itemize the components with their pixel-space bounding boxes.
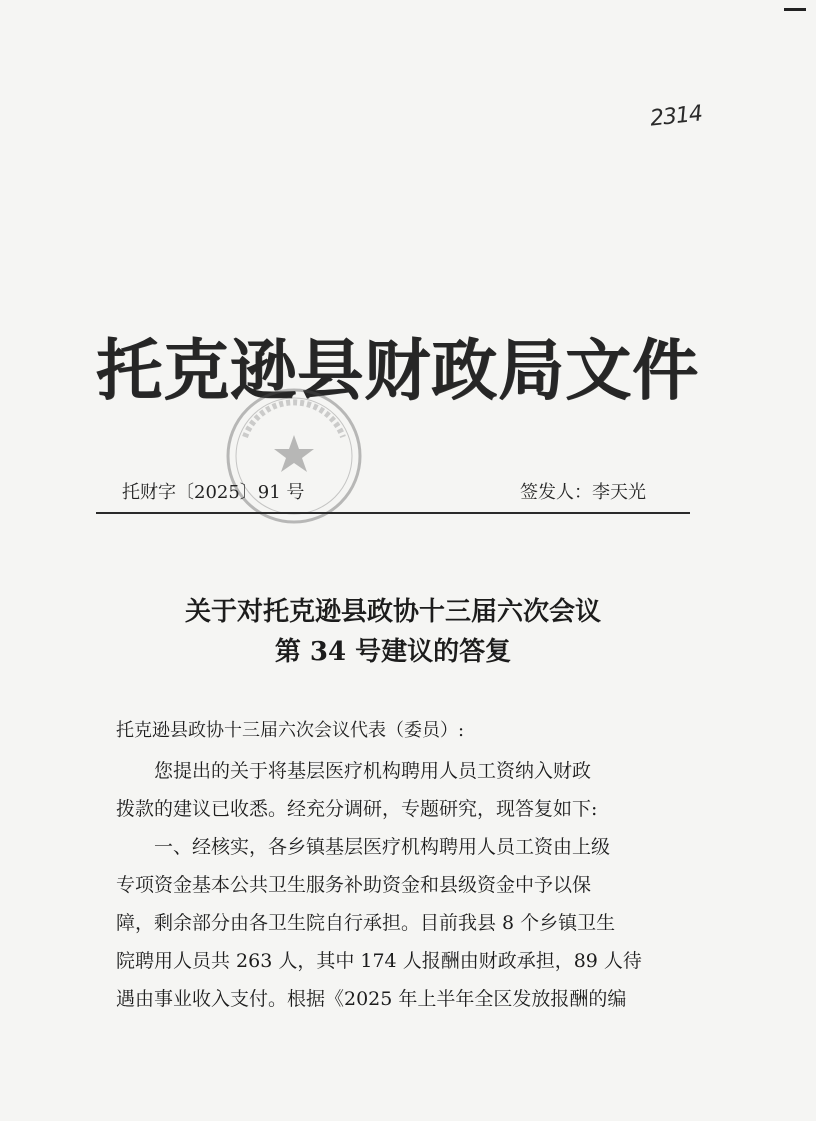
body-line: 障，剩余部分由各卫生院自行承担。目前我县 8 个乡镇卫生 — [116, 912, 616, 934]
title-line-2: 第 34 号建议的答复 — [274, 637, 512, 667]
document-header-title: 托克逊县财政局文件 — [96, 331, 699, 409]
header-divider — [96, 512, 690, 514]
body-line: 遇由事业收入支付。根据《2025 年上半年全区发放报酬的编 — [116, 988, 627, 1010]
official-seal-stamp — [223, 385, 365, 527]
title-line-1: 关于对托克逊县政协十三届六次会议 — [184, 597, 601, 627]
document-title — [96, 592, 690, 672]
body-line: 院聘用人员共 263 人，其中 174 人报酬由财政承担，89 人待 — [116, 950, 642, 972]
signer: 签发人：李天光 — [520, 482, 646, 503]
handwritten-number: 2314 — [648, 101, 704, 132]
body-line: 拨款的建议已收悉。经充分调研，专题研究，现答复如下: — [116, 798, 598, 820]
body-line: 专项资金基本公共卫生服务补助资金和县级资金中予以保 — [116, 874, 592, 896]
scan-edge-mark — [784, 8, 806, 11]
body-line: 您提出的关于将基层医疗机构聘用人员工资纳入财政 — [154, 760, 592, 782]
salutation: 托克逊县政协十三届六次会议代表（委员）: — [116, 720, 465, 741]
body-text — [116, 752, 692, 1018]
document-number: 托财字〔2025〕91 号 — [122, 482, 305, 503]
body-line: 一、经核实，各乡镇基层医疗机构聘用人员工资由上级 — [154, 836, 611, 858]
